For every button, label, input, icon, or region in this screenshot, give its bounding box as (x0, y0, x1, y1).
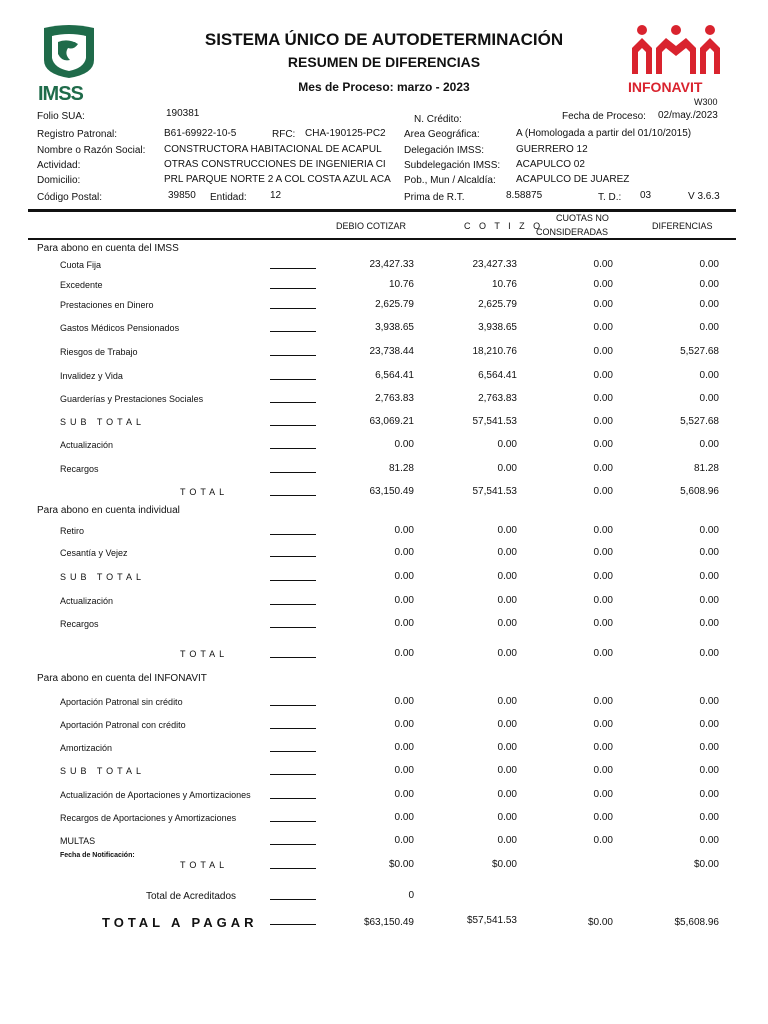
individual-row-label: SUB TOTAL (60, 572, 146, 582)
infonavit-row-underline (270, 705, 316, 706)
imss-row-cuotas: 0.00 (593, 486, 613, 497)
individual-row-cuotas: 0.00 (593, 525, 613, 536)
infonavit-row-label: Aportación Patronal sin crédito (60, 697, 183, 707)
td-value: 03 (640, 190, 652, 201)
imss-section-title: Para abono en cuenta del IMSS (37, 243, 179, 254)
form-code: W300 (694, 97, 718, 107)
subdelegacion-label: Subdelegación IMSS: (404, 160, 501, 171)
col-cuotas-1: CUOTAS NO (556, 213, 609, 223)
infonavit-row-underline (270, 798, 316, 799)
individual-row-underline (270, 657, 316, 658)
domicilio-value: PRL PARQUE NORTE 2 A COL COSTA AZUL ACA (164, 174, 391, 185)
infonavit-row-label: TOTAL (180, 860, 229, 870)
individual-row-label: Actualización (60, 596, 114, 606)
infonavit-row-cuotas: 0.00 (593, 742, 613, 753)
col-cotizo: C O T I Z O (464, 221, 544, 231)
individual-row-label: Retiro (60, 526, 85, 536)
imss-row-cotizo: 3,938.65 (478, 322, 517, 333)
imss-row-diferencias: 5,527.68 (680, 416, 719, 427)
individual-row-cuotas: 0.00 (593, 618, 613, 629)
individual-row-cuotas: 0.00 (593, 648, 613, 659)
individual-row-cotizo: 0.00 (497, 618, 517, 629)
individual-row-debio: 0.00 (394, 595, 414, 606)
imss-row-underline (270, 331, 316, 332)
infonavit-row-underline (270, 751, 316, 752)
infonavit-row-cotizo: $0.00 (491, 859, 517, 870)
total-pagar-debio: $63,150.49 (363, 917, 414, 928)
infonavit-logo-text: INFONAVIT (628, 79, 703, 95)
individual-row-label: Cesantía y Vejez (60, 548, 128, 558)
imss-row-debio: 2,625.79 (375, 299, 414, 310)
imss-row-cotizo: 10.76 (491, 279, 517, 290)
individual-row-diferencias: 0.00 (699, 547, 719, 558)
entidad-value: 12 (270, 190, 282, 201)
imss-row-diferencias: 5,527.68 (680, 346, 719, 357)
imss-row-cuotas: 0.00 (593, 322, 613, 333)
infonavit-row-diferencias: 0.00 (699, 742, 719, 753)
imss-row-cotizo: 23,427.33 (472, 259, 517, 270)
registro-label: Registro Patronal: (37, 129, 118, 140)
version: V 3.6.3 (688, 191, 720, 202)
imss-row-underline (270, 495, 316, 496)
individual-row-diferencias: 0.00 (699, 571, 719, 582)
area-label: Area Geográfica: (404, 129, 480, 140)
total-pagar-underline (270, 924, 316, 925)
infonavit-row-underline (270, 868, 316, 869)
infonavit-section-title: Para abono en cuenta del INFONAVIT (37, 673, 207, 684)
rfc-value: CHA-190125-PC2 (305, 128, 386, 139)
imss-row-label: Prestaciones en Dinero (60, 300, 154, 310)
imss-row-cotizo: 6,564.41 (478, 370, 517, 381)
imss-row-underline (270, 425, 316, 426)
individual-row-underline (270, 580, 316, 581)
prima-label: Prima de R.T. (404, 192, 465, 203)
imss-row-cotizo: 2,763.83 (478, 393, 517, 404)
folio-label: Folio SUA: (37, 111, 85, 122)
infonavit-row-diferencias: 0.00 (699, 719, 719, 730)
total-pagar-cotizo: $57,541.53 (466, 915, 517, 926)
imss-row-underline (270, 472, 316, 473)
imss-row-label: Gastos Médicos Pensionados (60, 323, 180, 333)
infonavit-row-debio: $0.00 (388, 859, 414, 870)
infonavit-row-diferencias: 0.00 (699, 835, 719, 846)
imss-row-cotizo: 18,210.76 (472, 346, 517, 357)
individual-row-debio: 0.00 (394, 571, 414, 582)
infonavit-row-diferencias: 0.00 (699, 696, 719, 707)
prima-value: 8.58875 (506, 190, 543, 201)
infonavit-row-cotizo: 0.00 (497, 719, 517, 730)
fecha-proceso-label: Fecha de Proceso: (562, 111, 646, 122)
imss-row-underline (270, 288, 316, 289)
individual-row-cuotas: 0.00 (593, 595, 613, 606)
imss-row-debio: 23,738.44 (369, 346, 414, 357)
imss-row-diferencias: 0.00 (699, 279, 719, 290)
col-cuotas-2: CONSIDERADAS (536, 227, 609, 237)
infonavit-row-debio: 0.00 (394, 696, 414, 707)
domicilio-label: Domicilio: (37, 175, 81, 186)
individual-row-debio: 0.00 (394, 648, 414, 659)
imss-row-cuotas: 0.00 (593, 463, 613, 474)
imss-row-label: SUB TOTAL (60, 417, 146, 427)
pob-label: Pob., Mun / Alcaldía: (404, 175, 496, 186)
imss-row-diferencias: 0.00 (699, 259, 719, 270)
imss-row-underline (270, 448, 316, 449)
imss-row-cuotas: 0.00 (593, 393, 613, 404)
infonavit-row-underline (270, 774, 316, 775)
infonavit-row-label: SUB TOTAL (60, 766, 146, 776)
infonavit-row-cotizo: 0.00 (497, 742, 517, 753)
infonavit-row-label: Aportación Patronal con crédito (60, 720, 186, 730)
infonavit-row-debio: 0.00 (394, 835, 414, 846)
entidad-label: Entidad: (210, 192, 247, 203)
imss-row-cuotas: 0.00 (593, 346, 613, 357)
rfc-label: RFC: (272, 129, 296, 140)
imss-row-cotizo: 0.00 (497, 463, 517, 474)
infonavit-row-cotizo: 0.00 (497, 765, 517, 776)
acreditados-value: 0 (408, 890, 414, 901)
individual-row-label: TOTAL (180, 649, 229, 659)
infonavit-row-diferencias: $0.00 (693, 859, 719, 870)
individual-row-underline (270, 604, 316, 605)
individual-row-underline (270, 534, 316, 535)
infonavit-row-cuotas: 0.00 (593, 765, 613, 776)
nombre-value: CONSTRUCTORA HABITACIONAL DE ACAPUL (164, 144, 382, 155)
individual-row-diferencias: 0.00 (699, 648, 719, 659)
individual-row-underline (270, 556, 316, 557)
individual-row-cuotas: 0.00 (593, 571, 613, 582)
td-label: T. D.: (598, 192, 622, 203)
individual-row-debio: 0.00 (394, 525, 414, 536)
delegacion-value: GUERRERO 12 (516, 144, 588, 155)
imss-row-cuotas: 0.00 (593, 259, 613, 270)
infonavit-row-cotizo: 0.00 (497, 789, 517, 800)
subdelegacion-value: ACAPULCO 02 (516, 159, 585, 170)
cp-value: 39850 (168, 190, 196, 201)
fecha-proceso-value: 02/may./2023 (658, 110, 718, 121)
imss-row-underline (270, 379, 316, 380)
imss-row-label: Actualización (60, 440, 114, 450)
imss-row-cotizo: 57,541.53 (472, 416, 517, 427)
infonavit-row-cuotas: 0.00 (593, 812, 613, 823)
document-subtitle: RESUMEN DE DIFERENCIAS (287, 54, 481, 70)
infonavit-row-diferencias: 0.00 (699, 812, 719, 823)
folio-value: 190381 (166, 108, 200, 119)
imss-row-cuotas: 0.00 (593, 439, 613, 450)
imss-row-cotizo: 57,541.53 (472, 486, 517, 497)
individual-row-label: Recargos (60, 619, 99, 629)
infonavit-row-label: Actualización de Aportaciones y Amortizaciones (60, 790, 251, 800)
imss-row-diferencias: 0.00 (699, 370, 719, 381)
infonavit-row-cuotas: 0.00 (593, 789, 613, 800)
acreditados-label: Total de Acreditados (146, 891, 237, 902)
area-value: A (Homologada a partir del 01/10/2015) (516, 128, 692, 139)
imss-row-cotizo: 2,625.79 (478, 299, 517, 310)
infonavit-row-underline (270, 844, 316, 845)
infonavit-row-cuotas: 0.00 (593, 835, 613, 846)
imss-row-debio: 2,763.83 (375, 393, 414, 404)
individual-row-diferencias: 0.00 (699, 595, 719, 606)
individual-row-underline (270, 627, 316, 628)
imss-row-debio: 23,427.33 (369, 259, 414, 270)
individual-row-cotizo: 0.00 (497, 595, 517, 606)
imss-row-debio: 6,564.41 (375, 370, 414, 381)
imss-row-underline (270, 308, 316, 309)
imss-row-cuotas: 0.00 (593, 299, 613, 310)
imss-row-diferencias: 0.00 (699, 322, 719, 333)
infonavit-row-cotizo: 0.00 (497, 835, 517, 846)
header-divider (28, 209, 736, 212)
imss-row-cotizo: 0.00 (497, 439, 517, 450)
cp-label: Código Postal: (37, 192, 103, 203)
imss-row-diferencias: 5,608.96 (680, 486, 719, 497)
individual-row-cotizo: 0.00 (497, 525, 517, 536)
imss-row-underline (270, 402, 316, 403)
pob-value: ACAPULCO DE JUAREZ (516, 174, 630, 185)
imss-row-label: Cuota Fija (60, 260, 102, 270)
infonavit-row-diferencias: 0.00 (699, 789, 719, 800)
column-header-divider (28, 238, 736, 240)
col-debio: DEBIO COTIZAR (336, 221, 407, 231)
infonavit-row-underline (270, 728, 316, 729)
delegacion-label: Delegación IMSS: (404, 145, 485, 156)
infonavit-row-cotizo: 0.00 (497, 812, 517, 823)
imss-row-diferencias: 0.00 (699, 299, 719, 310)
infonavit-row-cuotas: 0.00 (593, 719, 613, 730)
imss-row-underline (270, 355, 316, 356)
individual-row-cotizo: 0.00 (497, 571, 517, 582)
imss-row-label: Recargos (60, 464, 99, 474)
imss-row-debio: 81.28 (388, 463, 414, 474)
imss-row-debio: 63,069.21 (369, 416, 414, 427)
registro-value: B61-69922-10-5 (164, 128, 237, 139)
individual-row-diferencias: 0.00 (699, 525, 719, 536)
document-title: SISTEMA ÚNICO DE AUTODETERMINACIÓN (204, 30, 564, 49)
individual-section-title: Para abono en cuenta individual (37, 505, 180, 516)
imss-row-debio: 10.76 (388, 279, 414, 290)
imss-row-cuotas: 0.00 (593, 370, 613, 381)
individual-row-cuotas: 0.00 (593, 547, 613, 558)
imss-row-cuotas: 0.00 (593, 279, 613, 290)
actividad-value: OTRAS CONSTRUCCIONES DE INGENIERIA CI (164, 159, 386, 170)
total-pagar-cuotas: $0.00 (587, 917, 613, 928)
fecha-notificacion: Fecha de Notificación: (60, 852, 135, 859)
total-pagar-label: TOTAL A PAGAR (102, 915, 258, 930)
imss-row-diferencias: 0.00 (699, 393, 719, 404)
imss-row-label: Riesgos de Trabajo (60, 347, 138, 357)
infonavit-row-cotizo: 0.00 (497, 696, 517, 707)
infonavit-row-debio: 0.00 (394, 789, 414, 800)
infonavit-row-debio: 0.00 (394, 719, 414, 730)
infonavit-row-label: MULTAS (60, 836, 96, 846)
infonavit-row-debio: 0.00 (394, 812, 414, 823)
imss-row-debio: 3,938.65 (375, 322, 414, 333)
individual-row-cotizo: 0.00 (497, 648, 517, 659)
imss-row-label: TOTAL (180, 487, 229, 497)
imss-row-debio: 63,150.49 (369, 486, 414, 497)
individual-row-diferencias: 0.00 (699, 618, 719, 629)
individual-row-cotizo: 0.00 (497, 547, 517, 558)
process-period: Mes de Proceso: marzo - 2023 (298, 80, 470, 94)
credito-label: N. Crédito: (414, 114, 462, 125)
nombre-label: Nombre o Razón Social: (37, 145, 146, 156)
infonavit-row-debio: 0.00 (394, 742, 414, 753)
imss-row-diferencias: 0.00 (699, 439, 719, 450)
col-diferencias: DIFERENCIAS (652, 221, 713, 231)
imss-row-label: Invalidez y Vida (60, 371, 123, 381)
imss-row-cuotas: 0.00 (593, 416, 613, 427)
total-pagar-diferencias: $5,608.96 (674, 917, 719, 928)
infonavit-row-label: Amortización (60, 743, 113, 753)
imss-row-debio: 0.00 (394, 439, 414, 450)
acreditados-underline (270, 899, 316, 900)
imss-row-label: Excedente (60, 280, 103, 290)
infonavit-row-debio: 0.00 (394, 765, 414, 776)
imss-row-diferencias: 81.28 (693, 463, 719, 474)
imss-row-underline (270, 268, 316, 269)
actividad-label: Actividad: (37, 160, 81, 171)
individual-row-debio: 0.00 (394, 547, 414, 558)
individual-row-debio: 0.00 (394, 618, 414, 629)
imss-row-label: Guarderías y Prestaciones Sociales (60, 394, 204, 404)
infonavit-row-label: Recargos de Aportaciones y Amortizaciones (60, 813, 237, 823)
imss-logo-text: IMSS (38, 83, 83, 105)
infonavit-row-cuotas: 0.00 (593, 696, 613, 707)
infonavit-row-underline (270, 821, 316, 822)
infonavit-row-diferencias: 0.00 (699, 765, 719, 776)
